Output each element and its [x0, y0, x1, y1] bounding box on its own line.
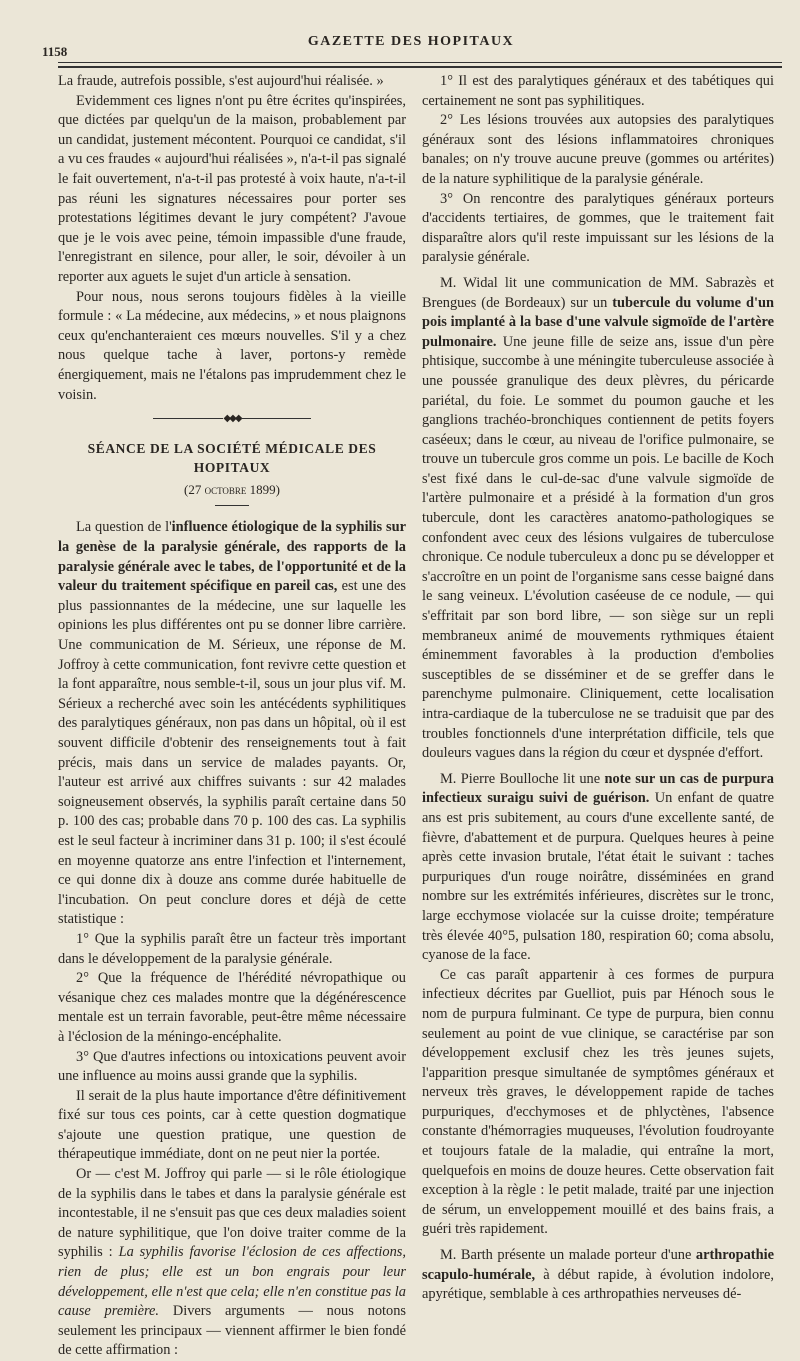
paragraph: M. Barth présente un malade porteur d'une arthropathie scapulo-humérale, à début rapide, à évolution indolore, apyrétique, semblable à ces arthropathies nerveuses dé- [422, 1247, 774, 1303]
paragraph: M. Widal lit une communication de MM. Sabrazès et Brengues (de Bordeaux) sur un tubercule du volume d'un pois implanté à la base d'une valvule sigmoïde de l'artère pulmonaire. Une jeune fille de seize ans, issue d'un père phtisique, succombe à une méningite tuberculeuse associée à une poussée granulique des deux plèvres, du péricarde pariétal, du foie. Le sommet du poumon gauche et les ganglions trachéo-bronchiques contiennent de petits foyers caséeux; dans le cœur, au niveau de l'orifice pulmonaire, se trouve un tubercule gros comme un pois. Le bacille de Koch s'est fixé dans le cul-de-sac d'une valvule sigmoïde de l'artère pulmonaire et a présidé à la formation d'un gros tubercule, dont les caractères anatomo-pathologiques se confondent avec ceux des lésions vulgaires de tuberculose chronique. Ce nodule tuberculeux a donc pu se développer et s'accroître en un point de l'organisme sans cesse baigné dans le sang veineux. L'évolution caséeuse de ce nodule, — qui s'effritait par son bord libre, — son siège sur un repli membraneux animé de mouvements rythmiques étaient éminemment favorables à la production d'embolies susceptibles de se disséminer et de se greffer dans le parenchyme pulmonaire. Cliniquement, cette localisation intra-cardiaque de la tuberculose ne se traduisit que par des troubles fonctionnels d'une interprétation difficile, tels que douleurs vagues dans la région du cœur et dyspnée d'effort. [422, 274, 774, 762]
paragraph: 3° On rencontre des paralytiques généraux porteurs d'accidents tertiaires, de gommes, que le traitement fait disparaître alors qu'il reste impuissant sur les lésions de la paralysie générale. [422, 190, 774, 266]
section-date: (27 octobre 1899) [183, 481, 281, 497]
paragraph: M. Pierre Boulloche lit une note sur un cas de purpura infectieux suraigu suivi de guérison. Un enfant de quatre ans est pris subitement, au cours d'une excellente santé, de fièvre, d'abattement et de purpura. Quelques heures à peine après cette invasion brutale, l'état était le suivant : taches purpuriques d'un rouge noirâtre, disséminées en grand nombre sur les extrémités inférieures, discrètes sur le tronc, large ecchymose violacée sur la cuisse droite; température très élevée 40°5, pulsation 180, respiration 60; coma absolu, cyanose de la face. [422, 770, 774, 964]
header-rule-thick [58, 66, 782, 68]
right-column [422, 72, 774, 1305]
header-rule-thin [58, 62, 782, 63]
paragraph: 1° Il est des paralytiques généraux et des tabétiques qui certainement ne sont pas syphilitiques. [422, 73, 774, 109]
paragraph: Pour nous, nous serons toujours fidèles à la vieille formule : « La médecine, aux médecins, » et nous plaignons ceux qu'enchanteraient ces mœurs nouvelles. S'il y a chez nous quelque tache à laver, portons-y remède énergiquement, mais ne l'étalons pas imprudemment chez le voisin. [58, 288, 406, 403]
paragraph: Ce cas paraît appartenir à ces formes de purpura infectieux décrites par Guelliot, puis par Hénoch sous le nom de purpura fulminant. Ce type de purpura, bien connu seulement au point de vue clinique, se caractérise par son développement exclusif chez les très jeunes sujets, l'apparition presque simultanée de symptômes généraux et nerveux très graves, le développement rapide de taches purpuriques, d'ecchymoses et de phlyctènes, l'absence constante d'hémorragies muqueuses, l'évolution foudroyante et toujours fatale de la maladie, qui entraîne la mort, quelquefois en moins de douze heures. Cette observation fait exception à la règle : le petit malade, traité par une injection de sérum, un enveloppement mouillé et des bains frais, a guéri très rapidement. [422, 966, 774, 1238]
paragraph: Or — c'est M. Joffroy qui parle — si le rôle étiologique de la syphilis dans le tabes et dans la paralysie générale est incontestable, il ne s'ensuit pas que ces deux maladies soient de nature syphilitique, que l'on doive traiter comme de la syphilis : La syphilis favorise l'éclosion de ces affections, rien de plus; elle est un bon engrais pour leur développement, elle n'est que cela; elle n'en constitue pas la cause première. Divers arguments — nous notons seulement les principaux — viennent affirmer le bien fondé de cette affirmation : [58, 1166, 407, 1359]
paragraph: 1° Que la syphilis paraît être un facteur très important dans le développement de la paralysie générale. [58, 930, 406, 967]
page-number: 1158 [42, 44, 68, 59]
section-rule [215, 505, 249, 506]
ornamental-divider: ◆◆◆ [58, 409, 406, 429]
paragraph: 2° Les lésions trouvées aux autopsies des paralytiques généraux sont des lésions inflammatoires chroniques banales; on n'y trouve aucune preuve (gommes ou artérites) de la nature syphilitique de la paralysie générale. [422, 112, 774, 187]
journal-title: GAZETTE DES HOPITAUX [307, 34, 515, 49]
paragraph: La fraude, autrefois possible, s'est aujourd'hui réalisée. » [58, 73, 384, 89]
page-header [40, 32, 782, 58]
left-column [58, 72, 406, 1361]
paragraph: La question de l'influence étiologique de la syphilis sur la genèse de la paralysie générale, des rapports de la paralysie générale avec le tabes, de l'opportunité et de la valeur du traitement spécifique en pareil cas, est une des plus passionnantes de la médecine, une sur laquelle les opinions les plus différentes ont pu se donner libre carrière. Une communication de M. Sérieux, une réponse de M. Joffroy à cette communication, font revivre cette question et la font apparaître, nous semble-t-il, sous un jour plus vif. M. Sérieux a recherché avec soin les antécédents syphilitiques des paralytiques généraux, non pas dans un hôpital, où il est souvent difficile d'obtenir des renseignements tout à fait précis, mais dans un service de malades payants. Or, l'auteur est arrivé aux chiffres suivants : sur 42 malades soigneusement observés, la syphilis paraît certaine dans 50 p. 100 des cas; probable dans 70 p. 100 des cas. La syphilis est le seul facteur à incriminer dans 31 p. 100; il s'est écoulé en moyenne quatorze ans entre l'infection et l'internement, ce qui donne dix à douze ans comme durée habituelle de l'incubation. On peut conclure dores et déjà de cette statistique : [58, 519, 406, 928]
section-title: SÉANCE DE LA SOCIÉTÉ MÉDICALE DES HOPITAUX [87, 440, 377, 476]
paragraph: Evidemment ces lignes n'ont pu être écrites qu'inspirées, que dictées par quelqu'un de la maison, probablement par un candidat, justement mécontent. Pourquoi ce candidat, s'il a vu ces fraudes « aujourd'hui réalisées », n'a-t-il pas signalé le fait ouvertement, n'a-t-il pas protesté à voix haute, n'a-t-il pas réuni les signatures nécessaires pour porter ses protestations légitimes devant le jury compétent? J'avoue que je le vois avec peine, témoin impassible d'une fraude, l'enregistrant en silence, pour aller, le soir, dévoiler à un reporter aux aguets le sujet d'un article à sensation. [58, 92, 406, 285]
paragraph: 2° Que la fréquence de l'hérédité névropathique ou vésanique chez ces malades montre que la dégénérescence mentale est un terrain favorable, peut-être même nécessaire à l'éclosion de la méningo-encéphalite. [58, 970, 406, 1045]
paragraph: 3° Que d'autres infections ou intoxications peuvent avoir une influence au moins aussi grande que la syphilis. [58, 1048, 406, 1085]
paragraph: Il serait de la plus haute importance d'être définitivement fixé sur tous ces points, car à cette question dogmatique s'ajoute une question pratique, une question de thérapeutique immédiate, dont on ne peut nier la portée. [58, 1087, 406, 1163]
